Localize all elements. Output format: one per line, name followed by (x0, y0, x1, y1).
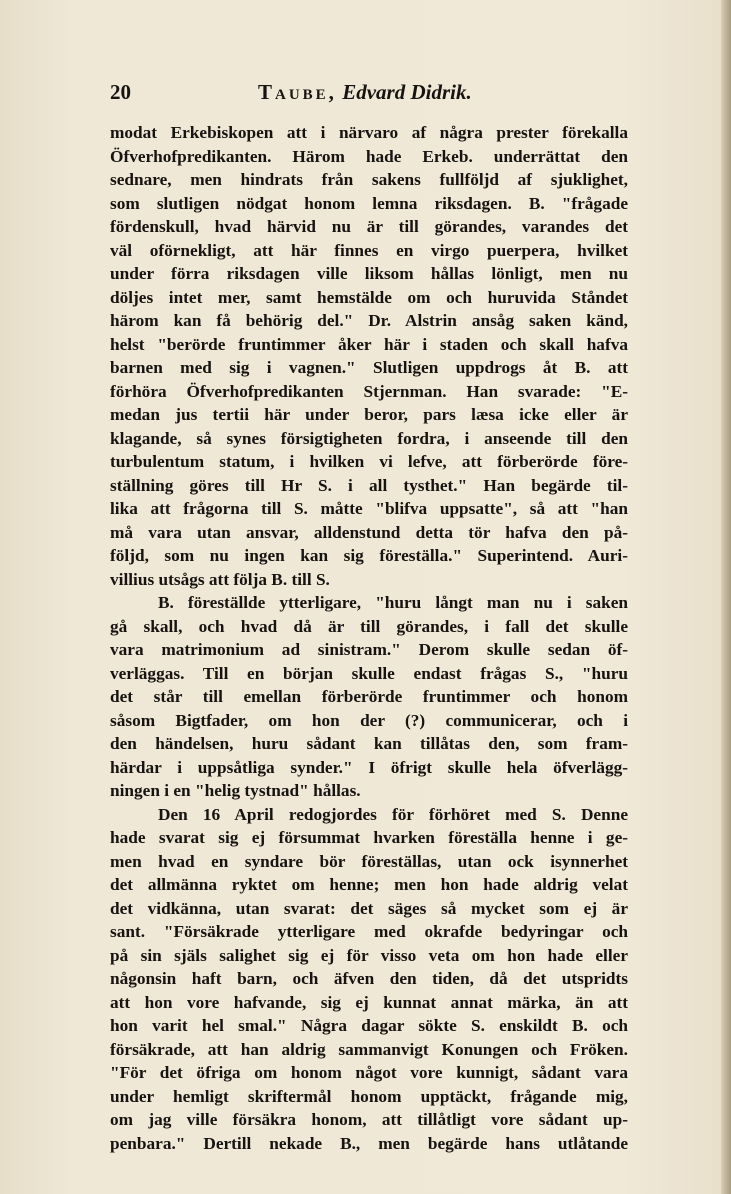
text-line: ställning göres till Hr S. i all tysthet." Han begärde til- (110, 475, 628, 495)
text-line: någonsin haft barn, och äfven den tiden, då det utspridts (110, 969, 628, 988)
body-text (110, 121, 628, 1155)
text-line: väl oförnekligt, att här finnes en virgo puerpera, hvilket (110, 240, 628, 260)
text-line: den händelsen, huru sådant kan tillåtas den, som fram- (110, 734, 628, 753)
text-line: penbara." Dertill nekade B., men begärde hans utlåtande (110, 1133, 628, 1153)
text-line: barnen med sig i vagnen." Slutligen uppdrogs åt B. att (110, 358, 628, 377)
text-line: fördenskull, hvad härvid nu är till görandes, varandes det (110, 217, 628, 236)
text-line: turbulentum statum, i hvilken vi lefve, att förberörde före- (110, 452, 628, 471)
text-line: ningen i en "helig tystnad" hållas. (110, 781, 361, 800)
text-line: verläggas. Till en början skulle endast frågas S., "huru (110, 663, 628, 683)
text-line: döljes intet mer, samt hemstälde om och huruvida Ståndet (110, 287, 628, 307)
text-line: må vara utan ansvar, alldenstund detta tör hafva den på- (110, 522, 628, 542)
text-line: Den 16 April redogjordes för förhöret med S. Denne (158, 804, 628, 824)
text-line: som slutligen nödgat honom lemna riksdagen. B. "frågade (110, 193, 628, 213)
running-head-title: Edvard Didrik. (342, 80, 472, 104)
text-line: sant. "Försäkrade ytterligare med okrafde bedyringar och (110, 922, 628, 941)
text-line: försäkrade, att han aldrig sammanvigt Konungen och Fröken. (110, 1039, 628, 1059)
text-line: medan jus tertii här under beror, pars læsa icke eller är (110, 405, 628, 424)
text-line: under hemligt skriftermål honom upptäckt, frågande mig, (110, 1086, 628, 1106)
page-header (110, 80, 610, 108)
text-line: modat Erkebiskopen att i närvaro af några prester förekalla (110, 123, 628, 142)
text-line: B. föreställde ytterligare, "huru långt man nu i saken (158, 593, 628, 612)
text-line: hade svarat sig ej försummat hvarken föreställa henne i ge- (110, 828, 628, 847)
text-line: att hon vore hafvande, sig ej kunnat annat märka, än att (110, 992, 628, 1012)
running-head-author: Taube, (258, 80, 337, 104)
text-line: härom kan få behörig del." Dr. Alstrin ansåg saken känd, (110, 311, 628, 330)
text-line: sednare, men hindrats från sakens fullföljd af sjuklighet, (110, 170, 628, 189)
text-line: följd, som nu ingen kan sig föreställa." Superintend. Auri- (110, 546, 628, 565)
running-head (258, 80, 472, 105)
text-line: gå skall, och hvad då är till görandes, i fall det skulle (110, 616, 628, 636)
text-line: på sin själs salighet sig ej för visso veta om hon hade eller (110, 945, 628, 965)
text-line: lika att frågorna till S. måtte "blifva uppsatte", så att "han (110, 499, 628, 518)
text-line: Öfverhofpredikanten. Härom hade Erkeb. underrättat den (110, 146, 628, 166)
text-line: helst "berörde fruntimmer åker här i staden och skall hafva (110, 334, 628, 354)
text-line: "För det öfriga om honom något vore kunnigt, sådant vara (110, 1063, 628, 1082)
text-line: hon varit hel smal." Några dagar sökte S. enskildt B. och (110, 1016, 628, 1035)
text-line: förhöra Öfverhofpredikanten Stjernman. Han svarade: "E- (110, 381, 628, 401)
text-line: såsom Bigtfader, om hon der (?) communicerar, och i (110, 710, 628, 730)
text-line: det vidkänna, utan svarat: det säges så mycket som ej är (110, 898, 628, 918)
text-line: villius utsågs att följa B. till S. (110, 569, 330, 589)
text-line: vara matrimonium ad sinistram." Derom skulle sedan öf- (110, 640, 628, 659)
text-line: om jag ville försäkra honom, att tillåtligt vore sådant up- (110, 1110, 628, 1129)
page-edge (721, 0, 731, 1194)
text-line: det allmänna ryktet om henne; men hon hade aldrig velat (110, 875, 628, 894)
text-line: men hvad en syndare bör föreställas, utan ock isynnerhet (110, 851, 628, 871)
text-line: härdar i uppsåtliga synder." I öfrigt skulle hela öfverlägg- (110, 757, 628, 777)
text-line: under förra riksdagen ville liksom hållas lönligt, men nu (110, 264, 628, 283)
page-number: 20 (110, 80, 131, 104)
text-line: det står till emellan förberörde fruntimmer och honom (110, 687, 628, 706)
text-line: klagande, så synes försigtigheten fordra, i anseende till den (110, 428, 628, 448)
